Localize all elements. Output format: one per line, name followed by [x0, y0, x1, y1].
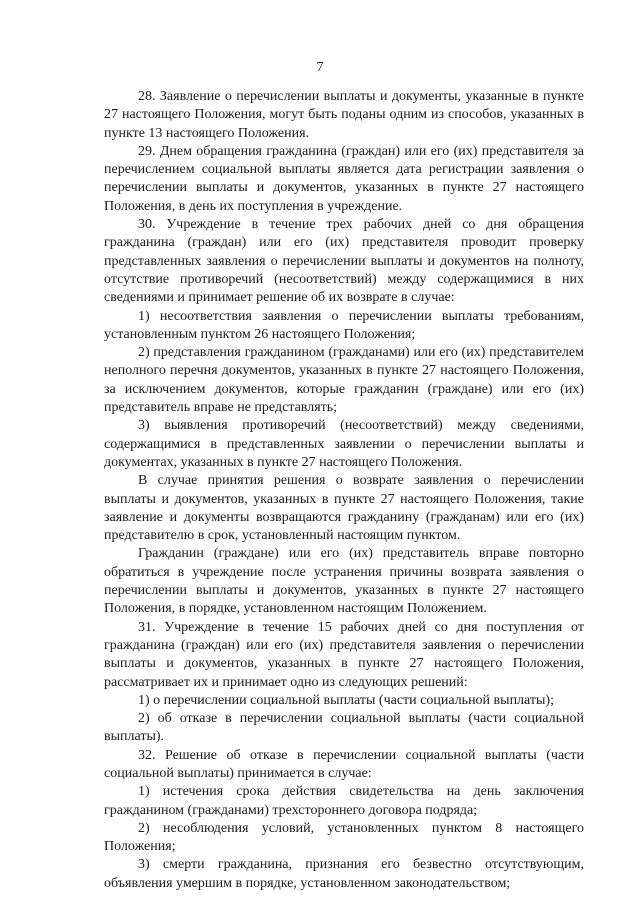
paragraph-32-item-1: 1) истечения срока действия свидетельства на день заключения гражданином (гражданами) трехстороннего договора подряда;: [104, 784, 584, 818]
paragraph-30-item-3: 3) выявления противоречий (несоответствий) между сведениями, содержащимися в представленных заявлении о перечислении выплаты и документах, указанных в пункте 27 настоящего Положения.: [104, 418, 584, 470]
paragraph-31: 31. Учреждение в течение 15 рабочих дней со дня поступления от гражданина (граждан) или его (их) представителя заявления о перечислении выплаты и документов, указанных в пункте 27 настоящего Положения, рассматривает их и принимает одно из следующих решений:: [104, 619, 584, 690]
paragraph-return-decision: В случае принятия решения о возврате заявления о перечислении выплаты и документов, указанных в пункте 27 настоящего Положения, такие заявление и документы возвращаются гражданину (гражданам) или его (их) представителю в срок, установленный настоящим пунктом.: [104, 473, 584, 544]
paragraph-repeat-application: Гражданин (граждане) или его (их) представитель вправе повторно обратиться в учреждение после устранения причины возврата заявления о перечислении выплаты и документов, указанных в пункте 27 настоящего Положения, в порядке, установленном настоящим Положением.: [104, 546, 584, 617]
paragraph-29: 29. Днем обращения гражданина (граждан) или его (их) представителя за перечислением социальной выплаты является дата регистрации заявления о перечислении выплаты и документов, указанных в пункте 27 настоящего Положения, в день их поступления в учреждение.: [104, 143, 584, 214]
paragraph-30-item-2: 2) представления гражданином (гражданами) или его (их) представителем неполного перечня документов, указанных в пункте 27 настоящего Положения, за исключением документов, которые гражданин (граждане) или его (их) представитель вправе не представлять;: [104, 345, 584, 416]
paragraph-30-item-1: 1) несоответствия заявления о перечислении выплаты требованиям, установленным пунктом 26 настоящего Положения;: [104, 308, 584, 342]
document-body: [104, 88, 584, 893]
paragraph-30: 30. Учреждение в течение трех рабочих дней со дня обращения гражданина (граждан) или его (их) представителя проводит проверку представленных заявления о перечислении выплаты и документов на полноту, отсутствие противоречий (несоответствий) между содержащимися в них сведениями и принимает решение об их возврате в случае:: [104, 217, 584, 306]
page-number: 7: [316, 60, 324, 75]
paragraph-32: 32. Решение об отказе в перечислении социальной выплаты (части социальной выплаты) принимается в случае:: [104, 747, 584, 781]
paragraph-32-item-2: 2) несоблюдения условий, установленных пунктом 8 настоящего Положения;: [104, 820, 584, 855]
paragraph-31-item-1: 1) о перечислении социальной выплаты (части социальной выплаты);: [138, 692, 554, 708]
paragraph-32-item-3: 3) смерти гражданина, признания его безвестно отсутствующим, объявления умершим в порядке, установленном законодательством;: [104, 857, 584, 891]
paragraph-28: 28. Заявление о перечислении выплаты и документы, указанные в пункте 27 настоящего Положения, могут быть поданы одним из способов, указанных в пункте 13 настоящего Положения.: [104, 89, 584, 141]
paragraph-31-item-2: 2) об отказе в перечислении социальной выплаты (части социальной выплаты).: [104, 711, 584, 745]
